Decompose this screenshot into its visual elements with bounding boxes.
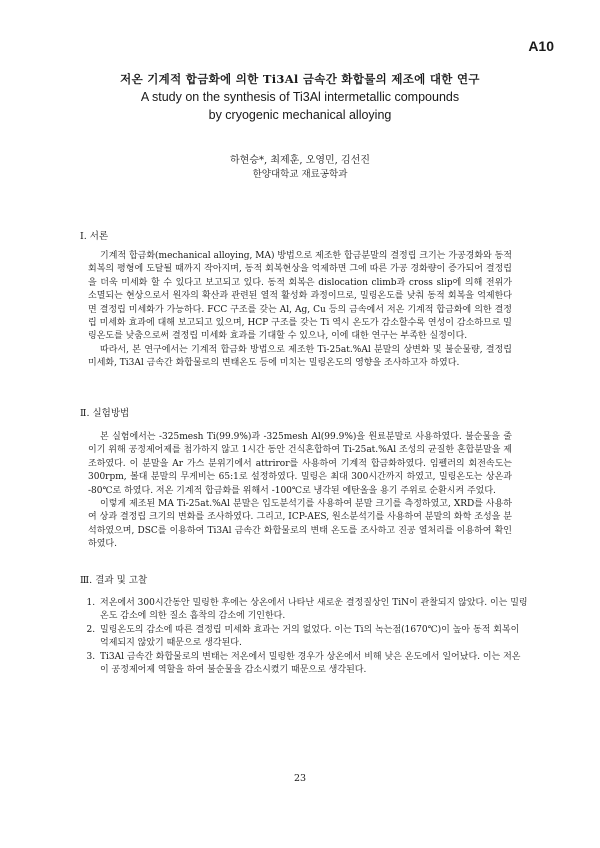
section-heading-intro: Ⅰ. 서론 — [80, 231, 109, 242]
affiliation: 한양대학교 재료공학과 — [252, 169, 348, 180]
intro-paragraph: 기계적 합금화(mechanical alloying, MA) 방법으로 제조한 합금분말의 결정립 크기는 가공경화와 동적 회복의 평형에 도달될 때까지 작아지며, 동적 회복현상을 억제하면 그에 따른 가공 경화량이 증가되어 결정립을 더욱 미세화 할 수 있다고 보고되고 있다. 동적 회복은 dislocation climb과 cross slip에 의해 전위가 소멸되는 현상으로서 원자의 확산과 관련된 열적 활성화 과정이므로, 밀링온도를 낮춰 동적 회복을 억제한다면 결정립 미세화가 가능하다. FCC 구조를 갖는 Al, Ag, Cu 등의 금속에서 저온 기계적 합금화에 의한 결정립 미세화 효과에 대해 보고되고 있으며, HCP 구조를 갖는 Ti 역시 온도가 감소할수록 연성이 감소하므로 밀링온도를 낮춤으로써 결정립 미세화 효과를 기대할 수 있으나, 이에 대한 연구는 부족한 실정이다. — [88, 251, 512, 342]
results-list — [82, 597, 528, 677]
authors: 하현승*, 최제훈, 오영민, 김선진 — [230, 155, 370, 166]
methods-paragraph: 이렇게 제조된 MA Ti-25at.%Al 분말은 입도분석기를 사용하여 분말 크기를 측정하였고, XRD를 사용하여 상과 결정립 크기의 변화를 조사하였다. 그리고, ICP-AES, 원소분석기를 사용하여 분말의 화학 조성을 분석하였으며, DSC를 이용하여 Ti3Al 금속간 화합물로의 변태 온도를 조사하고 진공 열처리를 이용하여 확인하였다. — [88, 499, 512, 550]
results-item: 2. 밀링온도의 감소에 따른 결정립 미세화 효과는 거의 없었다. 이는 Ti의 녹는점(1670℃)이 높아 동적 회복이 억제되지 않았기 때문으로 생각된다. — [98, 624, 528, 651]
section-heading-methods: Ⅱ. 실험방법 — [80, 408, 130, 419]
results-item: 3. Ti3Al 금속간 화합물로의 변태는 저온에서 밀링한 경우가 상온에서 비해 낮은 온도에서 일어났다. 이는 저온이 공정제어제 역할을 하여 불순물을 감소시켰기 때문으로 생각된다. — [98, 651, 528, 678]
intro-body — [88, 250, 512, 371]
results-item: 1. 저온에서 300시간동안 밀링한 후에는 상온에서 나타난 새로운 결정질상인 TiN이 관찰되지 않았다. 이는 밀링온도 감소에 의한 질소 흡착의 감소에 기인한다. — [98, 597, 528, 624]
page-number: 23 — [293, 773, 307, 784]
paper-title-english-line1: A study on the synthesis of Ti3Al intermetallic compounds — [140, 90, 460, 104]
methods-paragraph: 본 실험에서는 -325mesh Ti(99.9%)과 -325mesh Al(99.9%)을 원료분말로 사용하였다. 불순물을 줄이기 위해 공정제어제를 첨가하지 않고 1시간 동안 건식혼합하여 Ti-25at.%Al 조성의 균질한 혼합분말을 제조하였다. 이 분말을 Ar 가스 분위기에서 attriror를 사용하여 기계적 합금화하였다. 임펠러의 회전속도는 300rpm, 볼대 분말의 무게비는 65:1로 설정하였다. 밀링은 최대 300시간까지 하였고, 밀링온도는 상온과 -80℃로 하였다. 저온 기계적 합금화를 위해서 -100℃로 냉각된 에탄올을 용기 주위로 순환시켜 주었다. — [88, 432, 512, 496]
paper-title-english-line2: by cryogenic mechanical alloying — [208, 108, 392, 122]
methods-body — [88, 431, 512, 552]
page-label: A10 — [528, 38, 554, 54]
intro-paragraph: 따라서, 본 연구에서는 기계적 합금화 방법으로 제조한 Ti-25at.%Al 분말의 상변화 및 불순물량, 결정립 미세화, Ti3Al 금속간 화합물로의 변태온도 등에 미치는 밀링온도의 영향을 조사하고자 하였다. — [88, 344, 512, 369]
section-heading-results: Ⅲ. 결과 및 고찰 — [80, 575, 148, 586]
paper-title-korean: 저온 기계적 합금화에 의한 Ti3Al 금속간 화합물의 제조에 대한 연구 — [120, 72, 480, 86]
